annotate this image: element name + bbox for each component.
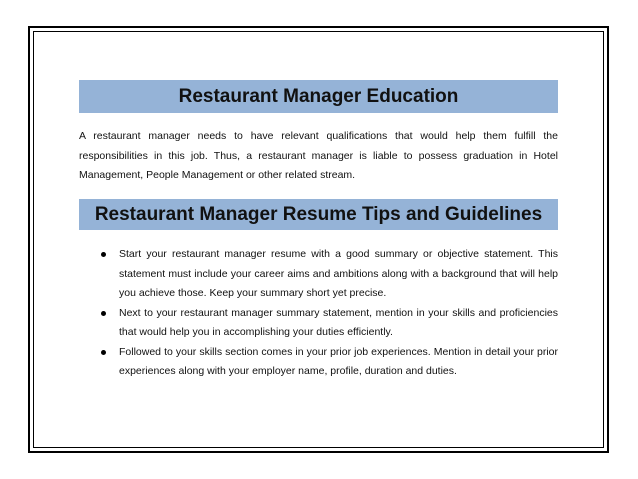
- education-paragraph: A restaurant manager needs to have relevant qualifications that would help them fulfill the responsibilities in this job. Thus, a restaurant manager is liable to possess graduation in Hotel Management, People Management or other related stream.: [79, 130, 558, 181]
- bullet-icon: [101, 252, 106, 257]
- bullet-icon: [101, 350, 106, 355]
- tips-heading: [79, 199, 558, 230]
- list-item-text: Start your restaurant manager resume with a good summary or objective statement. This statement must include your career aims and ambitions along with a background that will help you achieve those. Keep your summary short yet precise.: [119, 248, 558, 299]
- education-heading: [79, 80, 558, 113]
- list-item: [79, 343, 558, 382]
- tips-heading-text: Restaurant Manager Resume Tips and Guidelines: [94, 203, 543, 225]
- bullet-icon: [101, 311, 106, 316]
- tips-list: [79, 245, 558, 382]
- list-item-text: Followed to your skills section comes in your prior job experiences. Mention in detail your prior experiences along with your employer name, profile, duration and duties.: [119, 345, 558, 377]
- education-heading-text: Restaurant Manager Education: [178, 85, 459, 107]
- list-item: [79, 304, 558, 343]
- list-item: [79, 245, 558, 304]
- list-item-text: Next to your restaurant manager summary statement, mention in your skills and proficiencies that would help you in accomplishing your duties efficiently.: [119, 306, 558, 338]
